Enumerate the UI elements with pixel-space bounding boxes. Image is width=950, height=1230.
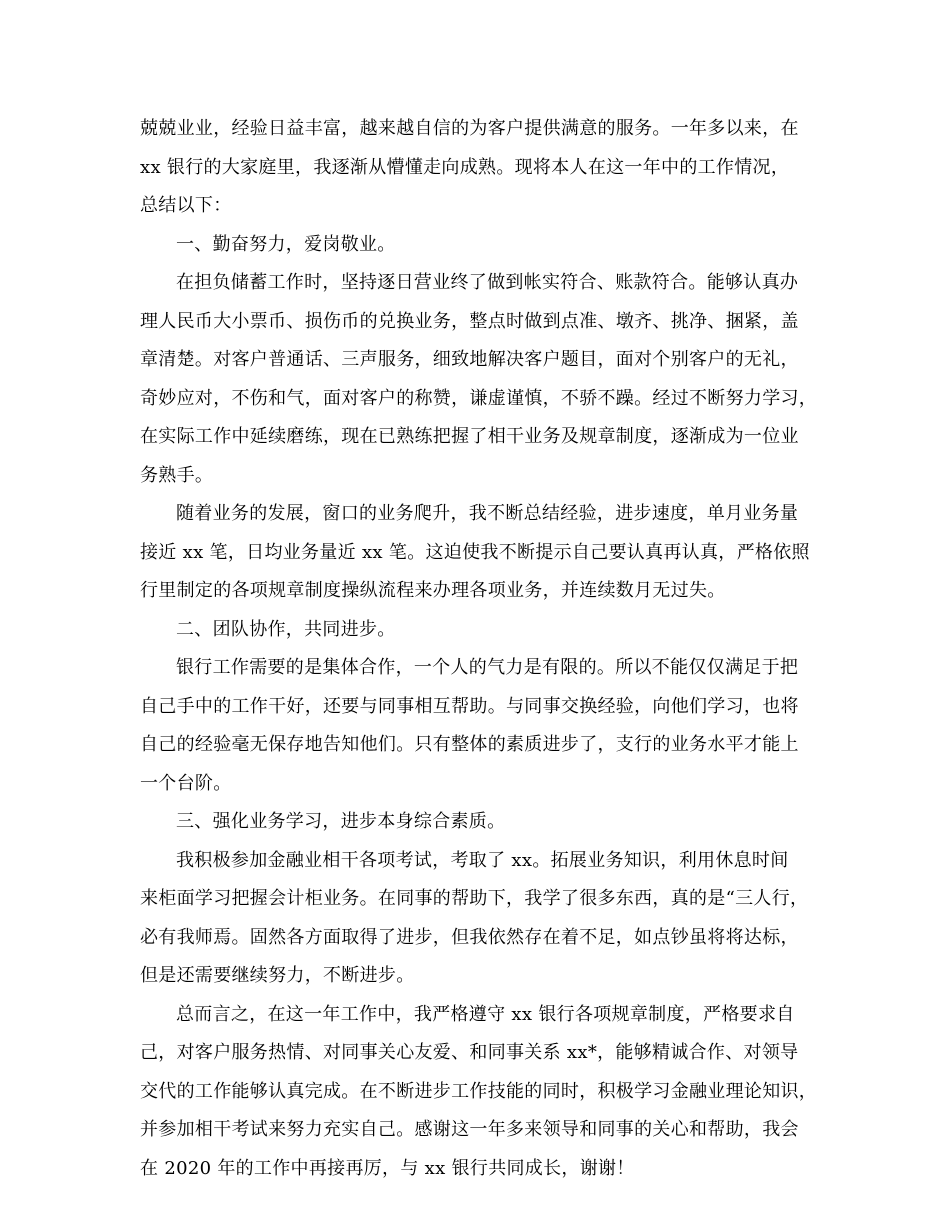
text-line: 在担负储蓄工作时，坚持逐日营业终了做到帐实符合、账款符合。能够认真办 (176, 272, 799, 293)
text-line: 接近 xx 笔，日均业务量近 xx 笔。这迫使我不断提示自己要认真再认真，严格依照 (140, 541, 810, 563)
text-line: 理人民币大小票币、损伤币的兑换业务，整点时做到点准、墩齐、挑净、捆紧，盖 (140, 310, 799, 332)
text-line: xx 银行的大家庭里，我逐渐从懵懂走向成熟。现将本人在这一年中的工作情况， (140, 156, 790, 178)
text-line: 银行工作需要的是集体合作，一个人的气力是有限的。所以不能仅仅满足于把 (176, 657, 799, 678)
text-line: 总而言之，在这一年工作中，我严格遵守 xx 银行各项规章制度，严格要求自 (176, 1003, 795, 1025)
document-body (140, 110, 820, 1188)
section-heading: 一、勤奋努力，爱岗敬业。 (176, 233, 396, 255)
text-line: 来柜面学习把握会计柜业务。在同事的帮助下，我学了很多东西，真的是“三人行， (140, 888, 809, 909)
text-line: 在实际工作中延续磨练，现在已熟练把握了相干业务及规章制度，逐渐成为一位业 (140, 426, 799, 447)
section-heading: 三、强化业务学习，进步本身综合素质。 (176, 811, 506, 832)
text-line: 奇妙应对，不伤和气，面对客户的称赞，谦虚谨慎，不骄不躁。经过不断努力学习， (140, 387, 818, 409)
text-line: 必有我师焉。固然各方面取得了进步，但我依然存在着不足，如点钞虽将将达标， (140, 926, 799, 948)
text-line: 自己的经验毫无保存地告知他们。只有整体的素质进步了，支行的业务水平才能上 (140, 734, 799, 755)
text-line: 兢兢业业，经验日益丰富，越来越自信的为客户提供满意的服务。一年多以来，在 (140, 118, 799, 139)
text-line: 我积极参加金融业相干各项考试，考取了 xx。拓展业务知识，利用休息时间 (176, 849, 789, 871)
section-heading: 二、团队协作，共同进步。 (176, 618, 396, 640)
text-line: 一个台阶。 (140, 772, 232, 794)
text-line: 行里制定的各项规章制度操纵流程来办理各项业务，并连续数月无过失。 (140, 580, 726, 601)
text-line: 在 2020 年的工作中再接再厉，与 xx 银行共同成长，谢谢！ (140, 1157, 635, 1179)
text-line: 随着业务的发展，窗口的业务爬升，我不断总结经验，进步速度，单月业务量 (176, 503, 799, 524)
text-line: 己，对客户服务热情、对同事关心友爱、和同事关系 xx*，能够精诚合作、对领导 (140, 1042, 799, 1063)
text-line: 务熟手。 (140, 464, 214, 486)
text-line: 并参加相干考试来努力充实自己。感谢这一年多来领导和同事的关心和帮助，我会 (140, 1119, 799, 1140)
text-line: 交代的工作能够认真完成。在不断进步工作技能的同时，积极学习金融业理论知识， (140, 1080, 818, 1102)
text-line: 总结以下： (140, 195, 232, 216)
text-line: 自己手中的工作干好，还要与同事相互帮助。与同事交换经验，向他们学习，也将 (140, 695, 799, 717)
text-line: 但是还需要继续努力，不断进步。 (140, 965, 415, 986)
text-line: 章清楚。对客户普通话、三声服务，细致地解决客户题目，面对个别客户的无礼， (140, 349, 799, 370)
